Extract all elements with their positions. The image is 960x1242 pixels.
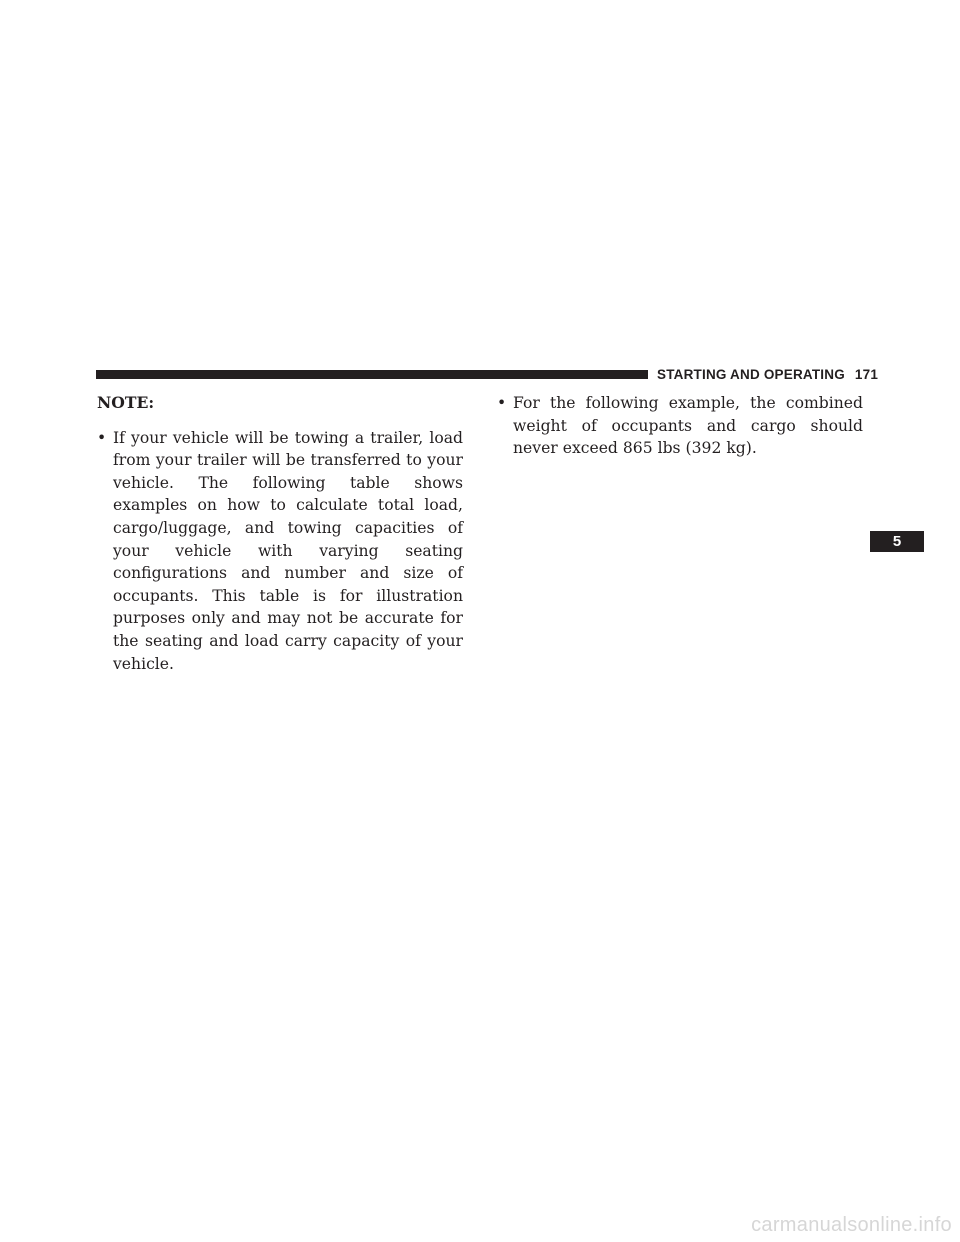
- bullet-icon: •: [97, 428, 107, 447]
- bullet-text: If your vehicle will be towing a trailer, load from your trailer will be transferred to your vehicle. The following table shows examples on how to calculate total load, cargo/luggage, and towing capacities of your vehicle with varying seating configurations and number and size of occupants. This table is for illustration purposes only and may not be accurate for the seating and load carry capacity of your vehicle.: [113, 428, 463, 673]
- bullet-text: For the following example, the combined weight of occupants and cargo should never exceed 865 lbs (392 kg).: [513, 394, 863, 458]
- left-column: [97, 392, 463, 675]
- running-header: [657, 367, 878, 383]
- header-rule: [96, 370, 648, 379]
- bullet-item: [97, 427, 463, 676]
- watermark-text: carmanualsonline.info: [751, 1214, 952, 1236]
- chapter-tab: 5: [870, 531, 924, 552]
- note-title: NOTE:: [97, 393, 155, 412]
- bullet-item: [497, 392, 863, 460]
- section-title: STARTING AND OPERATING: [657, 367, 845, 382]
- page-number: 171: [854, 367, 879, 382]
- bullet-icon: •: [497, 394, 507, 412]
- right-column: [497, 392, 863, 460]
